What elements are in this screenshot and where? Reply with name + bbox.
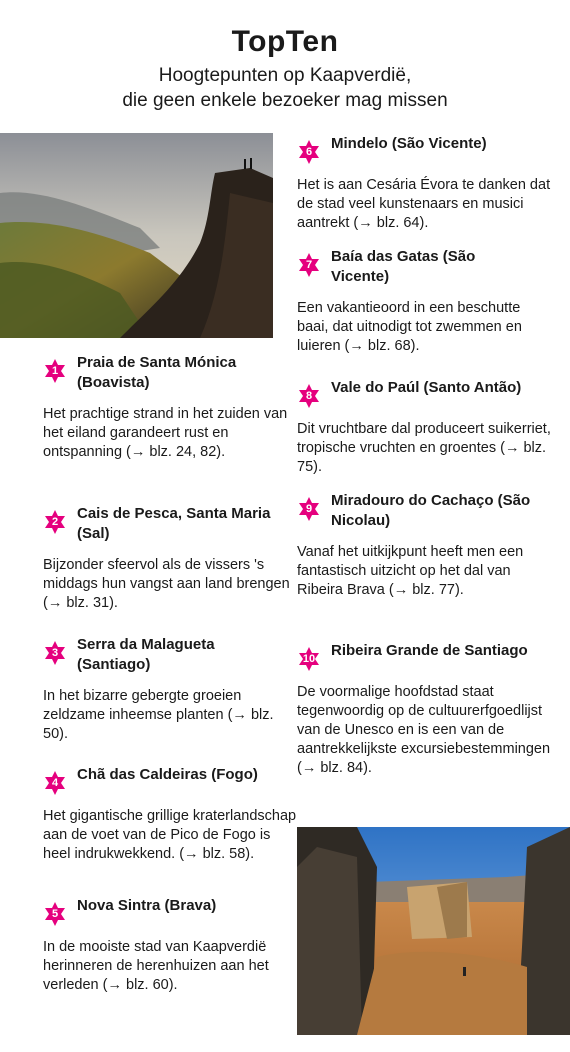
subtitle-line-2: die geen enkele bezoeker mag missen: [122, 90, 448, 111]
topten-item-5: [43, 896, 298, 995]
star-badge-icon: [43, 510, 67, 534]
page-title: TopTen: [231, 25, 339, 58]
item-description: Vanaf het uitkijkpunt heeft men een fantastisch uitzicht op het dal van Ribeira Brava (→ blz. 77).: [297, 544, 524, 598]
item-number: 2: [51, 516, 59, 528]
item-number: 6: [305, 146, 313, 158]
topten-item-10: [297, 641, 552, 778]
star-badge-icon: [43, 359, 67, 383]
topten-item-1: [43, 353, 298, 462]
valley-photo: [0, 133, 273, 338]
item-number: 5: [51, 908, 59, 920]
topten-item-9: [297, 491, 552, 600]
topten-item-3: [43, 635, 298, 744]
item-description: In de mooiste stad van Kaapverdië herinneren de herenhuizen aan het verleden (→ blz. 60).: [43, 939, 269, 993]
star-badge-icon: [43, 902, 67, 926]
item-description: Bijzonder sfeervol als de vissers 's middags hun vangst aan land brengen (→ blz. 31).: [43, 557, 290, 611]
item-description: In het bizarre gebergte groeien zeldzame inheemse planten (→ blz. 50).: [43, 688, 274, 742]
page-subtitle: [0, 63, 570, 113]
topten-item-8: [297, 378, 552, 477]
item-description: De voormalige hoofdstad staat tegenwoordig op de cultuurerfgoedlijst van de Unesco en is een van de aantrekkelijkste excursiebestemmingen (→ blz. 84).: [297, 684, 551, 776]
star-badge-icon: [43, 771, 67, 795]
item-title: Cais de Pesca, Santa Maria (Sal): [77, 505, 271, 542]
item-description: Het prachtige strand in het zuiden van het eiland garandeert rust en ontspanning (→ blz. 24, 82).: [43, 406, 288, 460]
topten-item-2: [43, 504, 298, 613]
item-title: Baía das Gatas (São Vicente): [331, 248, 476, 285]
star-badge-icon: [297, 140, 321, 164]
subtitle-line-1: Hoogtepunten op Kaapverdië,: [158, 65, 412, 86]
item-description: Een vakantieoord in een beschutte baai, dat uitnodigt tot zwemmen en luieren (→ blz. 68).: [297, 300, 522, 354]
item-description: Het is aan Cesária Évora te danken dat de stad veel kunstenaars en musici aantrekt (→ blz. 64).: [297, 177, 551, 231]
item-title: Chã das Caldeiras (Fogo): [77, 766, 258, 783]
item-title: Miradouro do Cachaço (São Nicolau): [331, 492, 531, 529]
fortress-photo: [297, 827, 570, 1035]
item-number: 8: [305, 390, 313, 402]
item-title: Ribeira Grande de Santiago: [331, 642, 528, 659]
star-badge-icon: [297, 384, 321, 408]
item-title: Nova Sintra (Brava): [77, 897, 217, 914]
item-title: Vale do Paúl (Santo Antão): [331, 379, 522, 396]
item-number: 1: [51, 365, 59, 377]
star-badge-icon: [297, 647, 321, 671]
star-badge-icon: [297, 253, 321, 277]
item-title: Serra da Malagueta (Santiago): [77, 636, 215, 673]
item-number: 3: [51, 647, 59, 659]
item-description: Het gigantische grillige kraterlandschap aan de voet van de Pico de Fogo is heel indrukwekkend. (→ blz. 58).: [43, 808, 297, 862]
item-title: Mindelo (São Vicente): [331, 135, 487, 152]
star-badge-icon: [43, 641, 67, 665]
topten-item-7: [297, 247, 552, 356]
item-number: 10: [302, 653, 316, 665]
item-title: Praia de Santa Mónica (Boavista): [77, 354, 237, 391]
star-badge-icon: [297, 497, 321, 521]
item-number: 4: [51, 777, 59, 789]
item-description: Dit vruchtbare dal produceert suikerriet, tropische vruchten en groentes (→ blz. 75).: [297, 421, 551, 475]
item-number: 9: [305, 503, 313, 515]
topten-item-4: [43, 765, 298, 864]
item-number: 7: [305, 259, 313, 271]
topten-item-6: [297, 134, 552, 233]
